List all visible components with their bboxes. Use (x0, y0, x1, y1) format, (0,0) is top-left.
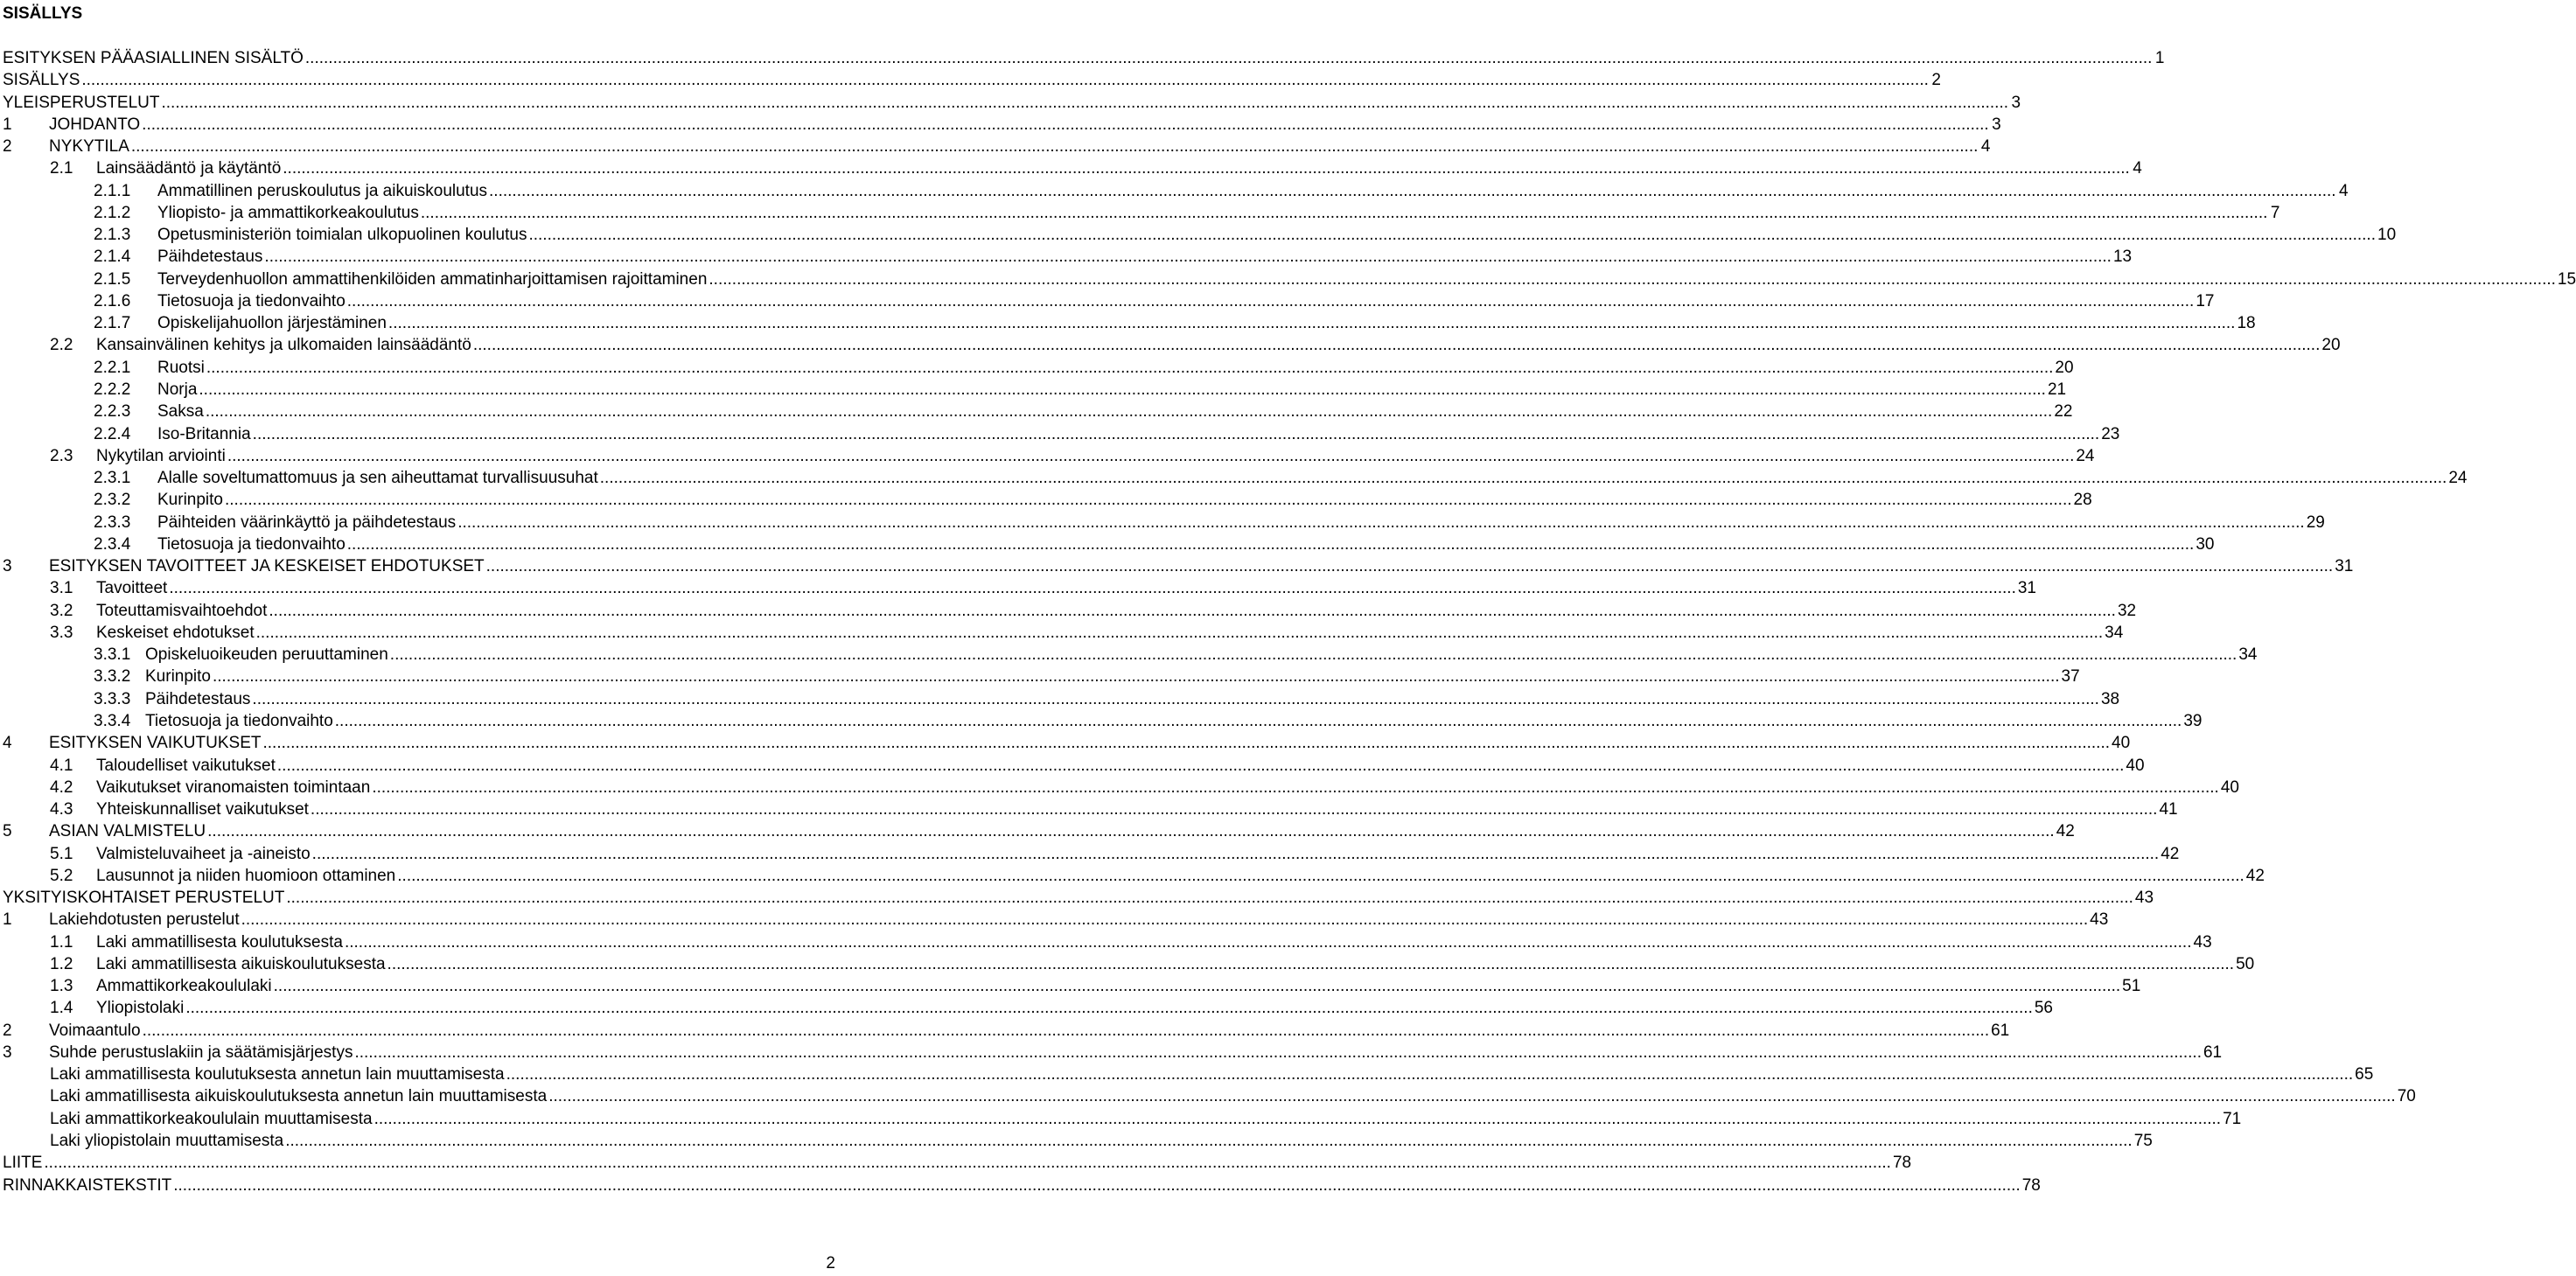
toc-entry[interactable] (0, 997, 2053, 1019)
toc-entry[interactable] (0, 600, 2137, 622)
toc-entry-page: 3 (1992, 115, 2001, 134)
toc-entry-page: 13 (2112, 248, 2133, 267)
toc-entry-page: 50 (2236, 954, 2255, 973)
toc-entry-number: 3 (3, 557, 12, 576)
toc-entry-page: 20 (2321, 336, 2341, 355)
toc-entry-number: 3.2 (50, 601, 73, 620)
toc-entry[interactable] (0, 268, 2576, 290)
dot-leader: ................................................................................................................................................................................................................................................................................................................................................................................................................ (457, 512, 2305, 532)
dot-leader: ................................................................................................................................................................................................................................................................................................................................................................................................................ (548, 1087, 2396, 1106)
dot-leader: ................................................................................................................................................................................................................................................................................................................................................................................................................ (273, 977, 2121, 996)
toc-entry[interactable] (0, 157, 2142, 179)
toc-entry-page: 42 (2161, 844, 2180, 863)
toc-entry-page: 51 (2122, 977, 2141, 996)
dot-leader: ................................................................................................................................................................................................................................................................................................................................................................................................................ (372, 777, 2219, 797)
toc-entry-page: 43 (2134, 889, 2154, 908)
dot-leader: ................................................................................................................................................................................................................................................................................................................................................................................................................ (489, 181, 2336, 200)
toc-entry-title: Alalle soveltumattomuus ja sen aiheuttamat turvallisuusuhat (157, 469, 598, 488)
dot-leader: ................................................................................................................................................................................................................................................................................................................................................................................................................ (420, 203, 2268, 222)
toc-entry-title: Lakiehdotusten perustelut (49, 910, 240, 930)
dot-leader: ................................................................................................................................................................................................................................................................................................................................................................................................................ (276, 756, 2125, 775)
toc-entry-page: 75 (2133, 1132, 2153, 1151)
toc-entry-number: 1 (3, 910, 12, 930)
dot-leader: ................................................................................................................................................................................................................................................................................................................................................................................................................ (528, 226, 2376, 245)
toc-entry-number: 3.3.1 (94, 645, 131, 665)
toc-entry-title: ESITYKSEN TAVOITTEET JA KESKEISET EHDOTUKSET (49, 557, 485, 576)
toc-entry-number: 2.3.3 (94, 512, 131, 532)
toc-entry[interactable] (0, 953, 2255, 975)
toc-entry-number: 2.1.6 (94, 291, 131, 310)
toc-entry[interactable] (0, 512, 2325, 533)
dot-leader: ................................................................................................................................................................................................................................................................................................................................................................................................................ (205, 402, 2053, 422)
toc-entry[interactable] (0, 136, 1991, 157)
toc-entry-title: ESITYKSEN VAIKUTUKSET (49, 734, 262, 753)
dot-leader: ................................................................................................................................................................................................................................................................................................................................................................................................................ (285, 1132, 2133, 1151)
dot-leader: ................................................................................................................................................................................................................................................................................................................................................................................................................ (173, 1175, 2021, 1195)
toc-entry[interactable] (0, 887, 2154, 909)
toc-entry-title: ASIAN VALMISTELU (49, 822, 206, 841)
dot-leader: ................................................................................................................................................................................................................................................................................................................................................................................................................ (262, 734, 2111, 753)
dot-leader: ................................................................................................................................................................................................................................................................................................................................................................................................................ (310, 800, 2158, 819)
dot-leader: ................................................................................................................................................................................................................................................................................................................................................................................................................ (334, 711, 2182, 730)
toc-entry-page: 24 (2448, 469, 2468, 488)
toc-entry[interactable] (0, 114, 2001, 136)
toc-entry-number: 1.1 (50, 932, 73, 952)
toc-entry[interactable] (0, 622, 2124, 644)
dot-leader: ................................................................................................................................................................................................................................................................................................................................................................................................................ (346, 534, 2195, 554)
toc-entry-title: YLEISPERUSTELUT (3, 93, 160, 112)
toc-entry[interactable] (0, 1042, 2223, 1063)
dot-leader: ................................................................................................................................................................................................................................................................................................................................................................................................................ (44, 1154, 1891, 1173)
toc-entry-page: 38 (2100, 689, 2120, 708)
toc-entry-title: Valmisteluvaiheet ja -aineisto (96, 844, 311, 863)
dot-leader: ................................................................................................................................................................................................................................................................................................................................................................................................................ (506, 1065, 2354, 1084)
dot-leader: ................................................................................................................................................................................................................................................................................................................................................................................................................ (472, 336, 2321, 355)
toc-entry-title: Kurinpito (157, 491, 223, 510)
toc-entry-page: 31 (2335, 557, 2354, 576)
toc-entry[interactable] (0, 467, 2468, 489)
toc-entry[interactable] (0, 1152, 1912, 1174)
dot-leader: ................................................................................................................................................................................................................................................................................................................................................................................................................ (283, 159, 2130, 178)
dot-leader: ................................................................................................................................................................................................................................................................................................................................................................................................................ (161, 93, 2009, 112)
toc-entry-title: Opiskeluoikeuden peruuttaminen (145, 645, 388, 665)
dot-leader: ................................................................................................................................................................................................................................................................................................................................................................................................................ (130, 137, 1979, 157)
dot-leader: ................................................................................................................................................................................................................................................................................................................................................................................................................ (387, 954, 2235, 973)
dot-leader: ................................................................................................................................................................................................................................................................................................................................................................................................................ (206, 358, 2054, 377)
toc-entry-title: Voimaantulo (49, 1021, 141, 1040)
toc-entry-page: 10 (2377, 226, 2397, 245)
dot-leader: ................................................................................................................................................................................................................................................................................................................................................................................................................ (142, 115, 1989, 134)
toc-entry-title: Tietosuoja ja tiedonvaihto (157, 534, 346, 554)
toc-entry[interactable] (0, 246, 2133, 268)
dot-leader: ................................................................................................................................................................................................................................................................................................................................................................................................................ (199, 380, 2046, 399)
toc-entry-title: Suhde perustuslakiin ja säätämisjärjestys (49, 1042, 353, 1062)
dot-leader: ................................................................................................................................................................................................................................................................................................................................................................................................................ (185, 999, 2033, 1018)
toc-entry-title: Norja (157, 380, 198, 399)
toc-entry[interactable] (0, 1020, 2010, 1042)
toc-entry-page: 15 (2557, 269, 2576, 289)
toc-entry[interactable] (0, 909, 2109, 931)
dot-leader: ................................................................................................................................................................................................................................................................................................................................................................................................................ (255, 623, 2104, 642)
dot-leader: ................................................................................................................................................................................................................................................................................................................................................................................................................ (142, 1021, 1990, 1040)
toc-entry-page: 37 (2061, 667, 2080, 687)
toc-entry-title: NYKYTILA (49, 137, 129, 157)
toc-entry-title: ESITYKSEN PÄÄASIALLINEN SISÄLTÖ (3, 49, 304, 67)
toc-entry-number: 2.3 (50, 446, 73, 465)
toc-entry-title: Ruotsi (157, 358, 205, 377)
toc-entry-title: Ammatillinen peruskoulutus ja aikuiskoulutus (157, 181, 488, 200)
toc-entry-title: RINNAKKAISTEKSTIT (3, 1175, 172, 1195)
toc-entry-page: 29 (2306, 512, 2325, 532)
dot-leader: ................................................................................................................................................................................................................................................................................................................................................................................................................ (241, 910, 2089, 930)
toc-entry-number: 2.3.1 (94, 469, 131, 488)
toc-entry-title: Tietosuoja ja tiedonvaihto (157, 291, 346, 310)
toc-entry[interactable] (0, 820, 2075, 842)
toc-entry-title: Päihdetestaus (157, 248, 263, 267)
toc-entry-page: 3 (2011, 93, 2021, 112)
dot-leader: ................................................................................................................................................................................................................................................................................................................................................................................................................ (389, 645, 2237, 665)
toc-entry-number: 4 (3, 734, 12, 753)
toc-entry-title: Saksa (157, 402, 204, 422)
toc-entry[interactable] (0, 755, 2145, 777)
toc-entry-page: 40 (2220, 777, 2239, 797)
toc-entry[interactable] (0, 290, 2215, 312)
toc-entry[interactable] (0, 1063, 2374, 1085)
toc-entry-title: Laki ammatillisesta koulutuksesta (96, 932, 343, 952)
toc-entry-title: Yliopisto- ja ammattikorkeakoulutus (157, 203, 419, 222)
toc-entry[interactable] (0, 555, 2354, 577)
dot-leader: ................................................................................................................................................................................................................................................................................................................................................................................................................ (397, 866, 2244, 885)
toc-entry-number: 2.1 (50, 159, 73, 178)
toc-entry-number: 4.2 (50, 777, 73, 797)
toc-entry[interactable] (0, 357, 2074, 379)
toc-entry[interactable] (0, 401, 2073, 422)
toc-entry-page: 4 (1980, 137, 1991, 157)
toc-entry-page: 18 (2237, 314, 2256, 333)
dot-leader: ................................................................................................................................................................................................................................................................................................................................................................................................................ (252, 424, 2100, 443)
toc-entry[interactable] (0, 644, 2258, 666)
dot-leader: ................................................................................................................................................................................................................................................................................................................................................................................................................ (81, 71, 1929, 90)
toc-entry[interactable] (0, 92, 2021, 114)
toc-entry-title: Opiskelijahuollon järjestäminen (157, 314, 387, 333)
toc-entry-number: 2 (3, 137, 12, 157)
toc-entry[interactable] (0, 666, 2080, 687)
dot-leader: ................................................................................................................................................................................................................................................................................................................................................................................................................ (373, 1109, 2222, 1128)
toc-entry[interactable] (0, 688, 2120, 710)
dot-leader: ................................................................................................................................................................................................................................................................................................................................................................................................................ (227, 446, 2075, 465)
dot-leader: ................................................................................................................................................................................................................................................................................................................................................................................................................ (264, 248, 2112, 267)
toc-entry-number: 1.2 (50, 954, 73, 973)
toc-entry-title: Tavoitteet (96, 579, 168, 598)
table-of-contents (0, 47, 2576, 1196)
toc-entry-title: Taloudelliset vaikutukset (96, 756, 276, 775)
toc-entry-page: 40 (2112, 734, 2131, 753)
dot-leader: ................................................................................................................................................................................................................................................................................................................................................................................................................ (304, 49, 2153, 67)
toc-entry[interactable] (0, 1175, 2041, 1196)
toc-entry-title: Ammattikorkeakoululaki (96, 977, 272, 996)
toc-entry-number: 3 (3, 1042, 12, 1062)
toc-entry-number: 1.3 (50, 977, 73, 996)
toc-entry-number: 2.2.2 (94, 380, 131, 399)
toc-entry-number: 2.1.5 (94, 269, 131, 289)
toc-entry-page: 24 (2076, 446, 2095, 465)
toc-entry[interactable] (0, 180, 2349, 202)
toc-entry-title: Laki ammatillisesta aikuiskoulutuksesta (96, 954, 386, 973)
toc-entry-page: 21 (2047, 380, 2067, 399)
toc-entry[interactable] (0, 489, 2092, 511)
toc-entry-title: JOHDANTO (49, 115, 141, 134)
toc-entry-page: 1 (2154, 49, 2165, 67)
toc-entry[interactable] (0, 1108, 2242, 1130)
toc-entry[interactable] (0, 379, 2067, 401)
toc-entry[interactable] (0, 577, 2036, 599)
toc-entry-page: 61 (2203, 1042, 2223, 1062)
toc-entry-number: 2.1.2 (94, 203, 131, 222)
toc-entry-number: 2.3.4 (94, 534, 131, 554)
toc-entry[interactable] (0, 777, 2239, 798)
toc-entry-title: Päihdetestaus (145, 689, 251, 708)
toc-entry-title: Lainsäädäntö ja käytäntö (96, 159, 282, 178)
toc-entry-page: 34 (2238, 645, 2258, 665)
toc-entry-page: 70 (2397, 1087, 2416, 1106)
toc-entry-title: Päihteiden väärinkäyttö ja päihdetestaus (157, 512, 457, 532)
toc-entry-number: 1.4 (50, 999, 73, 1018)
toc-entry-number: 2.1.4 (94, 248, 131, 267)
toc-entry-title: Vaikutukset viranomaisten toimintaan (96, 777, 371, 797)
toc-entry-title: Kurinpito (145, 667, 211, 687)
toc-entry-number: 2.2.4 (94, 424, 131, 443)
toc-entry-number: 2.2.1 (94, 358, 131, 377)
toc-entry-number: 5 (3, 822, 12, 841)
toc-entry[interactable] (0, 423, 2120, 445)
dot-leader: ................................................................................................................................................................................................................................................................................................................................................................................................................ (213, 667, 2060, 687)
dot-leader: ................................................................................................................................................................................................................................................................................................................................................................................................................ (709, 269, 2556, 289)
toc-heading: SISÄLLYS (3, 4, 83, 23)
toc-entry-page: 42 (2245, 866, 2265, 885)
toc-entry-number: 2 (3, 1021, 12, 1040)
toc-entry-page: 28 (2073, 491, 2092, 510)
toc-entry-page: 42 (2056, 822, 2075, 841)
toc-entry-title: SISÄLLYS (3, 71, 80, 90)
toc-entry-number: 3.3 (50, 623, 73, 642)
page-number: 2 (826, 1254, 835, 1273)
toc-entry-page: 78 (1892, 1154, 1912, 1173)
toc-entry-title: YKSITYISKOHTAISET PERUSTELUT (3, 889, 285, 908)
toc-entry-number: 5.2 (50, 866, 73, 885)
toc-entry-number: 5.1 (50, 844, 73, 863)
toc-entry-page: 23 (2101, 424, 2120, 443)
toc-entry-number: 4.3 (50, 800, 73, 819)
toc-entry-title: Lausunnot ja niiden huomioon ottaminen (96, 866, 396, 885)
toc-entry[interactable] (0, 334, 2341, 356)
toc-entry-number: 3.3.3 (94, 689, 131, 708)
toc-entry-page: 56 (2034, 999, 2053, 1018)
toc-entry[interactable] (0, 1130, 2153, 1152)
toc-entry-page: 65 (2355, 1065, 2374, 1084)
toc-entry-page: 78 (2021, 1175, 2041, 1195)
dot-leader: ................................................................................................................................................................................................................................................................................................................................................................................................................ (485, 557, 2334, 576)
toc-entry-number: 3.3.2 (94, 667, 131, 687)
toc-entry-page: 2 (1931, 71, 1941, 90)
toc-entry-page: 4 (2338, 181, 2349, 200)
toc-entry-title: Laki ammatillisesta aikuiskoulutuksesta annetun lain muuttamisesta (50, 1087, 548, 1106)
toc-entry-page: 43 (2090, 910, 2109, 930)
toc-entry-page: 4 (2133, 159, 2142, 178)
toc-entry-page: 17 (2196, 291, 2215, 310)
toc-entry-number: 2.2 (50, 336, 73, 355)
toc-entry-page: 34 (2105, 623, 2124, 642)
toc-entry[interactable] (0, 865, 2265, 887)
toc-entry[interactable] (0, 47, 2165, 69)
toc-entry[interactable] (0, 798, 2178, 820)
toc-entry[interactable] (0, 69, 1941, 91)
dot-leader: ................................................................................................................................................................................................................................................................................................................................................................................................................ (269, 601, 2116, 620)
toc-entry-number: 2.1.7 (94, 314, 131, 333)
toc-entry-number: 2.2.3 (94, 402, 131, 422)
toc-entry-page: 41 (2159, 800, 2178, 819)
toc-entry-title: Keskeiset ehdotukset (96, 623, 255, 642)
toc-entry-title: Iso-Britannia (157, 424, 251, 443)
toc-entry-number: 2.1.1 (94, 181, 131, 200)
toc-entry-title: Nykytilan arviointi (96, 446, 226, 465)
dot-leader: ................................................................................................................................................................................................................................................................................................................................................................................................................ (346, 291, 2195, 310)
toc-entry-page: 32 (2117, 601, 2137, 620)
toc-entry-title: Tietosuoja ja tiedonvaihto (145, 711, 333, 730)
toc-entry-page: 71 (2223, 1109, 2242, 1128)
toc-entry-title: Laki yliopistolain muuttamisesta (50, 1132, 284, 1151)
toc-entry-page: 30 (2196, 534, 2215, 554)
toc-entry-page: 7 (2270, 203, 2280, 222)
toc-entry-page: 22 (2054, 402, 2073, 422)
toc-entry-title: Opetusministeriön toimialan ulkopuolinen koulutus (157, 226, 527, 245)
dot-leader: ................................................................................................................................................................................................................................................................................................................................................................................................................ (354, 1042, 2202, 1062)
dot-leader: ................................................................................................................................................................................................................................................................................................................................................................................................................ (207, 822, 2055, 841)
toc-entry-title: Laki ammattikorkeakoululain muuttamisesta (50, 1109, 373, 1128)
dot-leader: ................................................................................................................................................................................................................................................................................................................................................................................................................ (344, 932, 2192, 952)
toc-entry[interactable] (0, 533, 2215, 555)
toc-entry-number: 3.1 (50, 579, 73, 598)
toc-entry-page: 31 (2017, 579, 2036, 598)
toc-entry-page: 61 (1991, 1021, 2010, 1040)
dot-leader: ................................................................................................................................................................................................................................................................................................................................................................................................................ (252, 689, 2099, 708)
toc-entry-number: 2.3.2 (94, 491, 131, 510)
toc-entry-number: 2.1.3 (94, 226, 131, 245)
toc-entry-page: 39 (2183, 711, 2203, 730)
toc-entry[interactable] (0, 1085, 2416, 1107)
toc-entry[interactable] (0, 312, 2256, 334)
toc-entry-page: 20 (2055, 358, 2074, 377)
dot-leader: ................................................................................................................................................................................................................................................................................................................................................................................................................ (169, 579, 2016, 598)
toc-entry-number: 4.1 (50, 756, 73, 775)
dot-leader: ................................................................................................................................................................................................................................................................................................................................................................................................................ (387, 314, 2236, 333)
toc-entry-title: Laki ammatillisesta koulutuksesta annetun lain muuttamisesta (50, 1065, 505, 1084)
toc-entry-number: 3.3.4 (94, 711, 131, 730)
toc-entry-title: Kansainvälinen kehitys ja ulkomaiden lainsäädäntö (96, 336, 471, 355)
toc-entry[interactable] (0, 931, 2212, 953)
toc-entry-page: 43 (2193, 932, 2212, 952)
toc-entry[interactable] (0, 710, 2203, 732)
toc-entry-title: LIITE (3, 1154, 43, 1173)
dot-leader: ................................................................................................................................................................................................................................................................................................................................................................................................................ (225, 491, 2072, 510)
toc-entry-page: 40 (2126, 756, 2145, 775)
toc-entry[interactable] (0, 202, 2280, 224)
toc-entry-title: Toteuttamisvaihtoehdot (96, 601, 268, 620)
toc-entry[interactable] (0, 445, 2095, 467)
toc-entry-title: Yhteiskunnalliset vaikutukset (96, 800, 309, 819)
toc-entry-title: Terveydenhuollon ammattihenkilöiden ammatinharjoittamisen rajoittaminen (157, 269, 708, 289)
dot-leader: ................................................................................................................................................................................................................................................................................................................................................................................................................ (286, 889, 2133, 908)
toc-entry[interactable] (0, 732, 2131, 754)
toc-entry[interactable] (0, 975, 2141, 997)
dot-leader: ................................................................................................................................................................................................................................................................................................................................................................................................................ (311, 844, 2160, 863)
toc-entry-number: 1 (3, 115, 12, 134)
toc-entry-title: Yliopistolaki (96, 999, 185, 1018)
toc-entry[interactable] (0, 224, 2397, 246)
dot-leader: ................................................................................................................................................................................................................................................................................................................................................................................................................ (599, 469, 2447, 488)
toc-entry[interactable] (0, 843, 2180, 865)
